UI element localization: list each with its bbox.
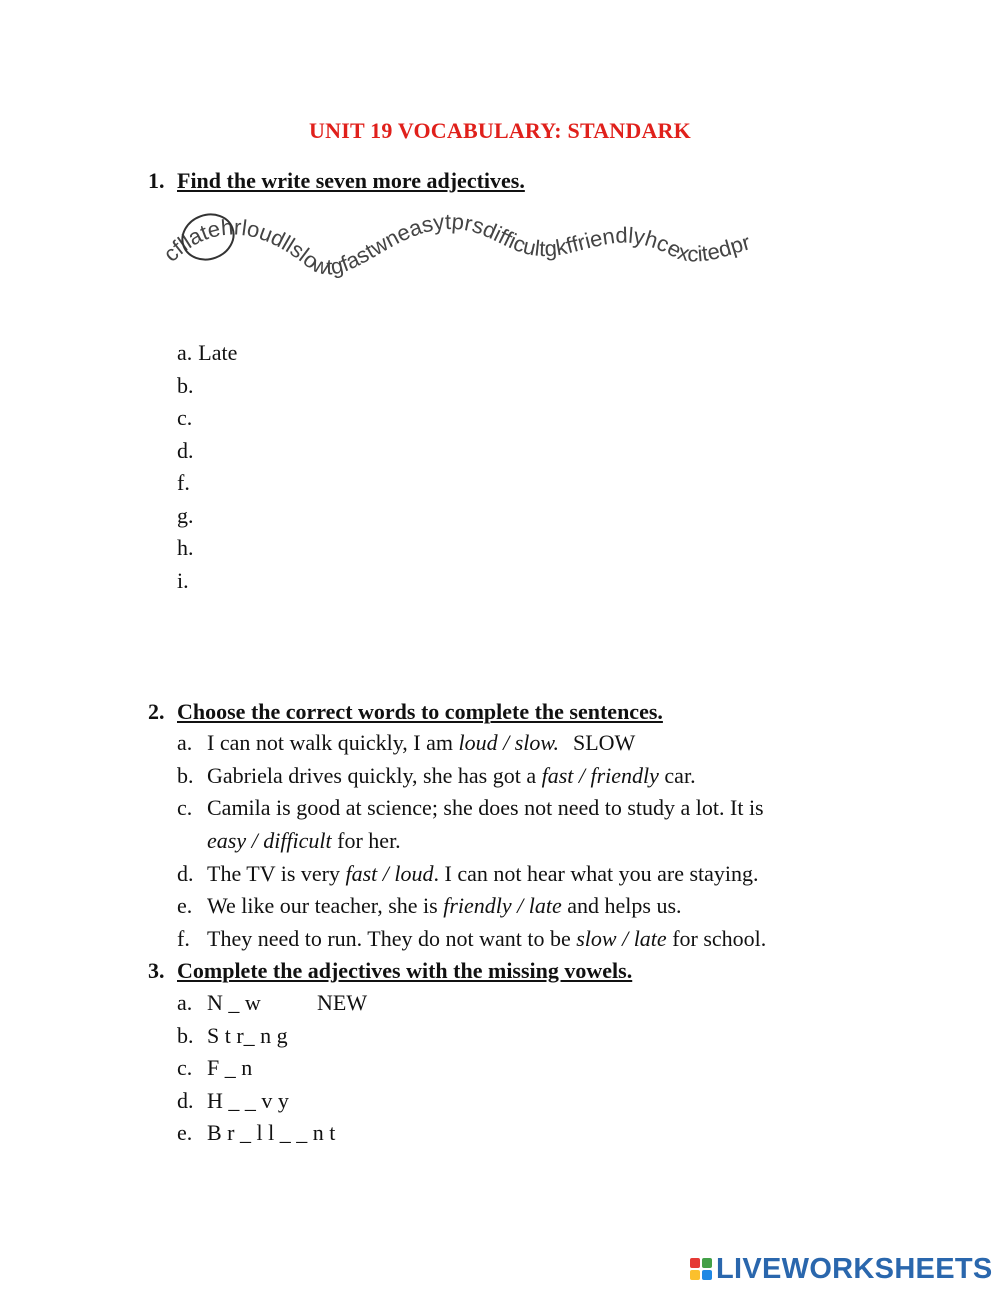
sentence-text: Camila is good at science; she does not need to study a lot. It is: [207, 795, 764, 820]
incomplete-word: B r _ l l _ _ n t: [207, 1120, 336, 1145]
section-2-item: [177, 730, 635, 756]
sentence-text: Gabriela drives quickly, she has got a: [207, 763, 542, 788]
section-3-heading-text: Complete the adjectives with the missing vowels.: [177, 958, 633, 983]
item-label: f.: [177, 470, 190, 495]
section-1-heading: [148, 168, 525, 194]
item-label: a.: [177, 730, 193, 755]
section-2-item: [177, 861, 773, 887]
section-2-item: [177, 893, 696, 919]
item-label: c.: [177, 405, 193, 430]
sentence-text: The TV is very: [207, 861, 346, 886]
sentence-text-end: for school.: [666, 926, 767, 951]
item-label: i.: [177, 567, 189, 593]
section-1-item: [177, 470, 196, 496]
item-label: b.: [177, 763, 194, 788]
item-label: b.: [177, 1022, 194, 1048]
section-2-heading: [148, 699, 663, 725]
section-3-item: [177, 1055, 317, 1081]
word-snake: [150, 195, 830, 295]
section-3-number: 3.: [148, 958, 165, 983]
sentence-text-end: and helps us.: [561, 893, 682, 918]
section-2-number: 2.: [148, 699, 165, 724]
section-3-heading: [148, 958, 632, 984]
section-1-number: 1.: [148, 168, 165, 193]
item-label: a.: [177, 990, 193, 1015]
word-options: friendly / late: [443, 893, 562, 918]
item-label: d.: [177, 437, 194, 463]
logo-square: [690, 1258, 700, 1268]
logo-square: [690, 1270, 700, 1280]
item-label: c.: [177, 1055, 193, 1080]
word-options: slow / late: [576, 926, 667, 951]
logo-square: [702, 1270, 712, 1280]
word-options: fast / loud: [345, 861, 434, 886]
section-1-item: [177, 535, 200, 561]
incomplete-word: H _ _ v y: [207, 1087, 289, 1113]
item-label: g.: [177, 502, 194, 528]
section-1-item: [177, 405, 198, 431]
word-options: fast / friendly: [541, 763, 659, 788]
item-label: f.: [177, 926, 190, 951]
section-3-item: [177, 1120, 336, 1146]
item-label: b.: [177, 372, 194, 398]
word-snake-text: [158, 209, 752, 280]
item-label: e.: [177, 893, 193, 918]
word-options: loud / slow.: [458, 730, 559, 755]
section-3-item: [177, 1023, 317, 1049]
sentence-text-end: car.: [658, 763, 696, 788]
section-2-item: [177, 828, 415, 854]
item-answer[interactable]: Late: [198, 340, 238, 365]
sentence-text: I can not walk quickly, I am: [207, 730, 459, 755]
answer-field[interactable]: SLOW: [572, 730, 636, 755]
item-label: a.: [177, 340, 193, 365]
section-2-heading-text: Choose the correct words to complete the sentences.: [177, 699, 663, 724]
answer-field[interactable]: NEW: [317, 990, 368, 1015]
section-2-item: [177, 926, 780, 952]
logo-square: [702, 1258, 712, 1268]
section-1-heading-text: Find the write seven more adjectives.: [177, 168, 525, 193]
logo-text: LIVEWORKSHEETS: [716, 1252, 993, 1285]
section-1-item: [177, 503, 200, 529]
item-label: c.: [177, 795, 193, 820]
section-3-item: [177, 1088, 317, 1114]
section-2-item: [177, 795, 778, 821]
sentence-text-end: for her.: [331, 828, 401, 853]
section-2-item: [177, 763, 710, 789]
section-1-item: [177, 568, 195, 594]
worksheet-title: UNIT 19 VOCABULARY: STANDARK: [309, 118, 691, 143]
incomplete-word: N _ w: [207, 990, 261, 1015]
item-label: d.: [177, 861, 194, 886]
sentence-text: We like our teacher, she is: [207, 893, 444, 918]
word-snake-letters: cfllatehrloudllslowtgfastwneasytprsdifficultgkffriendlyhcexcitedpr: [158, 208, 753, 280]
section-1-item: [177, 340, 237, 366]
incomplete-word: S t r_ n g: [207, 1022, 288, 1048]
incomplete-word: F _ n: [207, 1055, 253, 1080]
section-1-item: [177, 438, 200, 464]
logo-grid-icon: [690, 1258, 712, 1280]
item-label: h.: [177, 535, 194, 560]
sentence-text: They need to run. They do not want to be: [207, 926, 577, 951]
section-1-item: [177, 373, 200, 399]
item-label: d.: [177, 1087, 194, 1113]
liveworksheets-logo: [690, 1252, 993, 1286]
section-3-item: [177, 990, 367, 1016]
sentence-text-end: . I can not hear what you are staying.: [433, 861, 759, 886]
word-options: easy / difficult: [207, 828, 332, 853]
item-label: e.: [177, 1120, 193, 1145]
